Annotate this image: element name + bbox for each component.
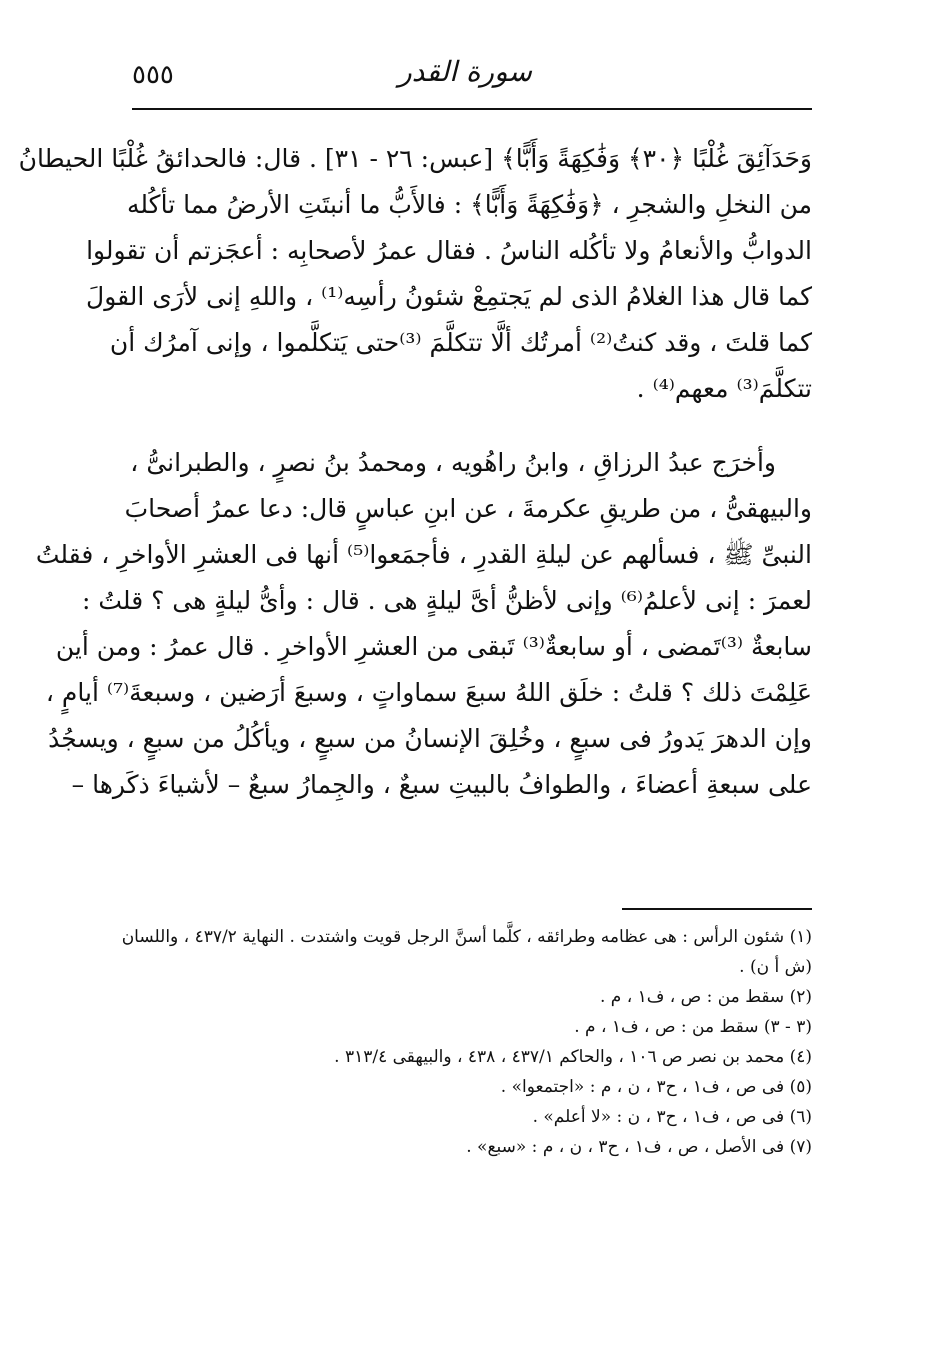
main-text xyxy=(18,136,812,808)
text-line: الدوابُّ والأنعامُ ولا تأكُله الناسُ . فقال عمرُ لأصحابِه : أعجَزتم أن تقولوا xyxy=(86,236,812,265)
footnote: (ش أ ن) . xyxy=(739,957,812,977)
footnote: (٥) فى ص ، ف١ ، ح٣ ، ن ، م : «اجتمعوا» . xyxy=(500,1077,812,1097)
text-line: عَلِمْتَ ذلك ؟ قلتُ : خلَق اللهُ سبعَ سماواتٍ ، وسبعَ أرَضين ، وسبعةَ⁽⁷⁾ أيامٍ ، xyxy=(45,678,812,707)
text-line: على سبعةِ أعضاءَ ، والطوافُ بالبيتِ سبعٌ ، والجِمارُ سبعٌ – لأشياءَ ذكَرها – xyxy=(71,770,812,799)
running-title: سورة القدر xyxy=(398,55,532,88)
paragraph xyxy=(18,136,812,412)
page-number: ٥٥٥ xyxy=(132,60,174,90)
paragraph xyxy=(35,440,812,808)
footnote: (٦) فى ص ، ف١ ، ح٣ ، ن : «لا أعلم» . xyxy=(532,1107,812,1127)
footnotes xyxy=(121,922,812,1162)
text-line: تتكلَّمَ⁽³⁾ معهم⁽⁴⁾ . xyxy=(636,374,812,403)
text-line: سابعةٌ ⁽³⁾تَمضى ، أو سابعةٌ⁽³⁾ تَبقى من العشرِ الأواخرِ . قال عمرُ : ومن أين xyxy=(55,632,812,661)
footnote: (٧) فى الأصل ، ص ، ف١ ، ح٣ ، ن ، م : «سبع» . xyxy=(466,1137,812,1157)
text-line: وإن الدهرَ يَدورُ فى سبعٍ ، وخُلِقَ الإنسانُ من سبعٍ ، ويأكُلُ من سبعٍ ، ويسجُدُ xyxy=(48,724,812,753)
footnote: (١) شئون الرأس : هى عظامه وطرائقه ، كلَّما أسنَّ الرجل قويت واشتدت . النهاية ٤٣٧/٢ ، واللسان xyxy=(121,927,812,947)
header-rule xyxy=(132,108,812,110)
text-line: كما قال هذا الغلامُ الذى لم يَجتمِعْ شئونُ رأسِه⁽¹⁾ ، واللهِ إنى لأرَى القولَ xyxy=(86,282,812,311)
text-line: كما قلتَ ، وقد كنتُ⁽²⁾ أمرتُك ألَّا تتكلَّمَ ⁽³⁾حتى يَتكلَّموا ، وإنى آمرُك أن xyxy=(109,328,812,357)
footnote-rule xyxy=(622,908,812,910)
footnote: (٣ - ٣) سقط من : ص ، ف١ ، م . xyxy=(574,1017,812,1037)
text-line: والبيهقىُّ ، من طريقِ عكرمةَ ، عن ابنِ عباسٍ قال: دعا عمرُ أصحابَ xyxy=(124,494,812,523)
footnote: (٤) محمد بن نصر ص ١٠٦ ، والحاكم ٤٣٧/١ ، ٤٣٨ ، والبيهقى ٣١٣/٤ . xyxy=(334,1047,812,1067)
text-line: وأخرَج عبدُ الرزاقِ ، وابنُ راهُويه ، ومحمدُ بنُ نصرٍ ، والطبرانىُّ ، xyxy=(130,448,776,477)
text-line: وَحَدَآئِقَ غُلْبًا ﴿٣٠﴾ وَفَٰكِهَةً وَأَبًّا﴾ [عبس: ٢٦ - ٣١] . قال: فالحدائقُ غُلْبًا الحيطانُ xyxy=(18,144,812,173)
text-line: من النخلِ والشجرِ ، ﴿وَفَٰكِهَةً وَأَبًّا﴾ : فالأَبُّ ما أنبتَتِ الأرضُ مما تأكُله xyxy=(127,190,812,219)
text-line: لعمرَ : إنى لأعلمُ⁽⁶⁾ وإنى لأظنُّ أىَّ ليلةٍ هى . قال : وأىُّ ليلةٍ هى ؟ قلتُ : xyxy=(82,586,812,615)
footnote: (٢) سقط من : ص ، ف١ ، م . xyxy=(599,987,812,1007)
text-line: النبىِّ ﷺ ، فسألهم عن ليلةِ القدرِ ، فأجمَعوا⁽⁵⁾ أنها فى العشرِ الأواخرِ ، فقلتُ xyxy=(35,540,812,569)
